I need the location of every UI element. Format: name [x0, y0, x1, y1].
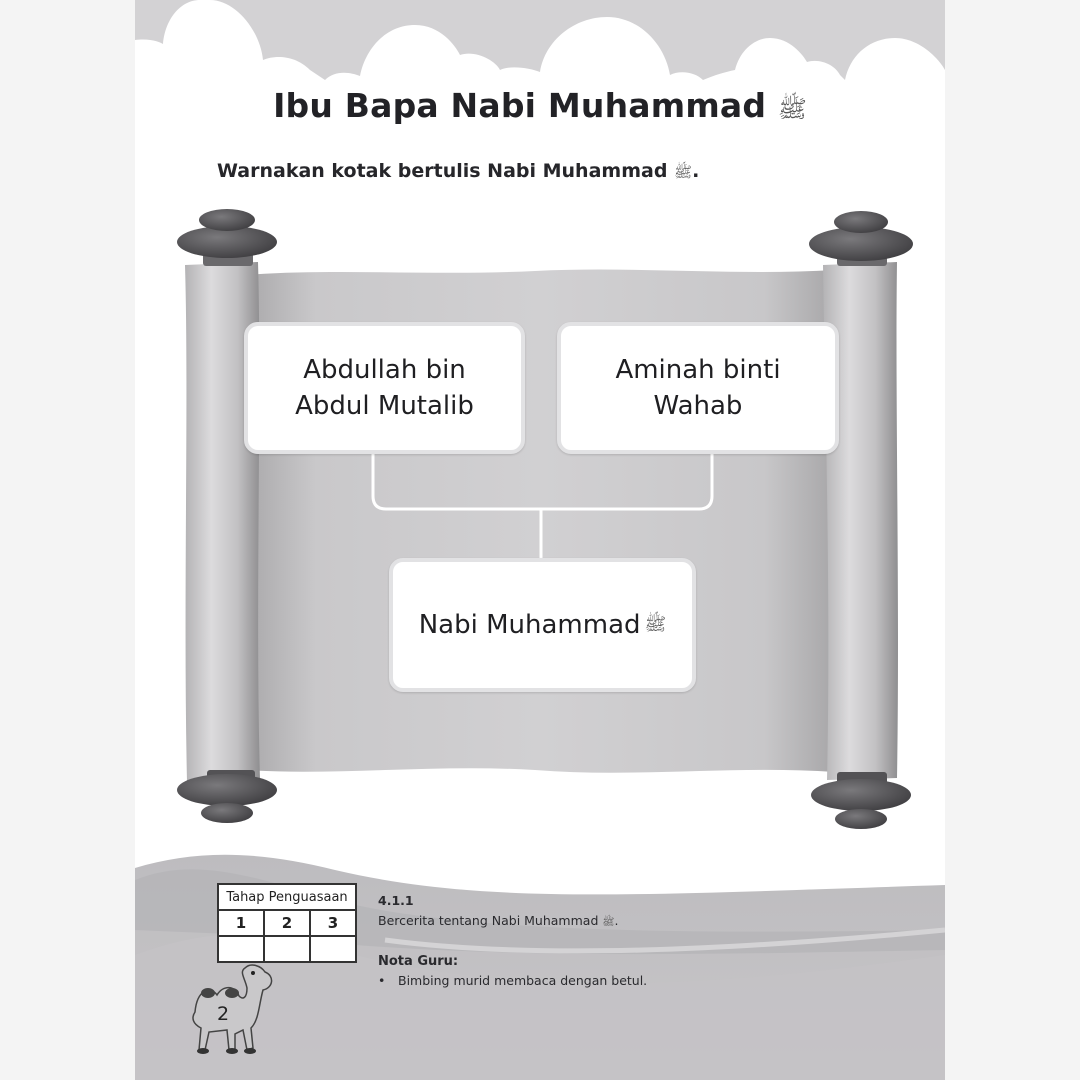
mother-name-line1: Aminah binti — [615, 355, 781, 385]
scroll-knob-top-left — [177, 209, 277, 266]
page-title — [135, 86, 945, 129]
child-box[interactable] — [389, 558, 696, 692]
teacher-note-item — [378, 973, 647, 988]
standard-code: 4.1.1 — [378, 893, 414, 908]
standard-description — [378, 913, 618, 930]
page-title-text: Ibu Bapa Nabi Muhammad — [273, 86, 767, 125]
instruction-period: . — [692, 160, 700, 182]
mastery-level-1: 1 — [218, 910, 264, 936]
mother-box[interactable] — [557, 322, 839, 454]
page-number: 2 — [217, 1003, 230, 1025]
mastery-level-table — [217, 883, 357, 963]
scroll-illustration — [177, 209, 913, 829]
mastery-level-3: 3 — [310, 910, 356, 936]
scroll-knob-bottom-right — [811, 772, 911, 829]
honorific-icon: ﷺ — [644, 614, 667, 635]
instruction — [217, 160, 699, 185]
standard-text: Bercerita tentang Nabi Muhammad — [378, 913, 599, 928]
mastery-checkbox-2[interactable] — [264, 936, 310, 962]
honorific-icon: ﷺ — [674, 163, 693, 181]
mastery-checkbox-1[interactable] — [218, 936, 264, 962]
father-box[interactable] — [244, 322, 525, 454]
honorific-icon: ﷺ — [602, 917, 615, 928]
worksheet-page — [135, 0, 945, 1080]
father-name-line1: Abdullah bin — [303, 355, 466, 385]
scroll-knob-top-right — [809, 211, 913, 266]
mastery-level-2: 2 — [264, 910, 310, 936]
honorific-icon: ﷺ — [777, 95, 807, 123]
teacher-note-heading: Nota Guru: — [378, 954, 459, 969]
teacher-note-text: Bimbing murid membaca dengan betul. — [398, 973, 648, 988]
mastery-checkbox-3[interactable] — [310, 936, 356, 962]
father-name-line2: Abdul Mutalib — [295, 391, 474, 421]
mastery-table-header: Tahap Penguasaan — [218, 884, 356, 910]
bullet-icon: • — [378, 973, 386, 988]
mother-name-line2: Wahab — [653, 391, 743, 421]
instruction-text: Warnakan kotak bertulis Nabi Muhammad — [217, 160, 668, 182]
child-name: Nabi Muhammad — [418, 610, 641, 640]
standard-period: . — [614, 913, 619, 928]
